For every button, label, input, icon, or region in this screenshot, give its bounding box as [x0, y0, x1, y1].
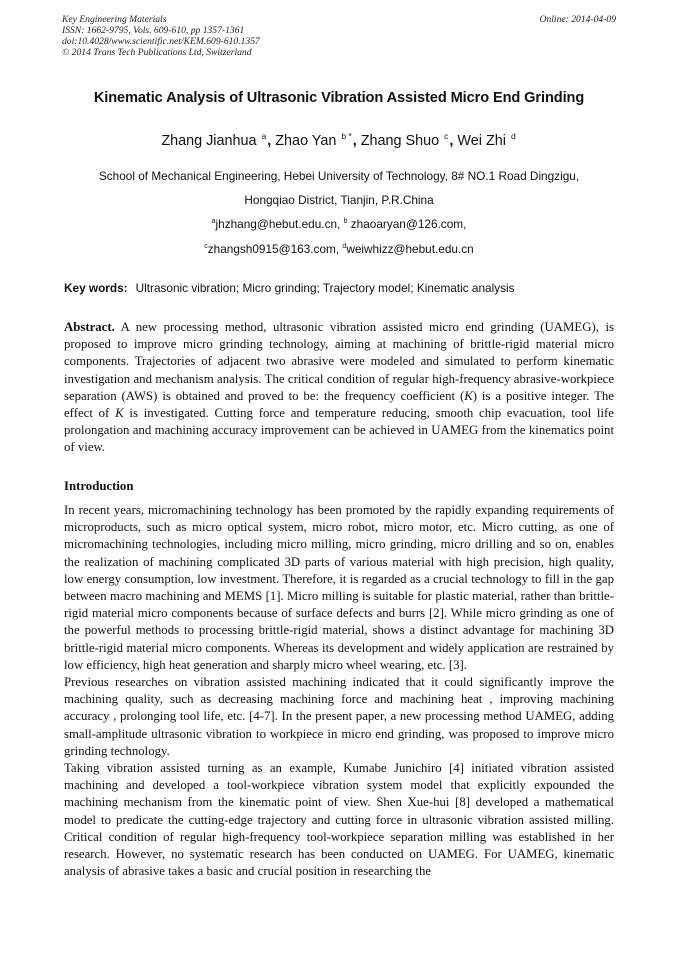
introduction-body [64, 502, 614, 880]
author-superscript: a [261, 131, 267, 141]
abstract-text: ) is a positive integer. The effect of [64, 388, 614, 421]
author-name: Zhang Jianhua [161, 133, 257, 149]
email-a[interactable]: jhzhang@hebut.edu.cn, [215, 217, 341, 231]
paragraph: Previous researches on vibration assisted machining indicated that it could significantly improve the machining quality, such as decreasing machining force and machining heat , improving machining accuracy , prolonging tool life, etc. [4-7]. In the present paper, a new processing method UAMEG, adding small-amplitude ultrasonic vibration to workpiece in micro end grinding, was proposed to improve micro grinding technology. [64, 675, 614, 758]
email-line-2 [40, 242, 638, 256]
email-line-1 [40, 217, 638, 231]
abstract [64, 319, 614, 457]
author-list: Zhang Jianhua $^a$, Zhao Yan $^{b *}$, Zhang Shuo $^c$, Wei Zhi $^d$ [161, 131, 516, 149]
affiliation-line-2: Hongqiao District, Tianjin, P.R.China [244, 193, 434, 207]
author-superscript: d [510, 131, 516, 141]
keywords-text: Ultrasonic vibration; Micro grinding; Trajectory model; Kinematic analysis [135, 281, 515, 295]
author-name: Wei Zhi [457, 133, 506, 149]
publication-header [62, 14, 616, 58]
email-superscript: a [211, 218, 216, 225]
email-c[interactable]: zhangsh0915@163.com, [207, 242, 340, 256]
paper-title: Kinematic Analysis of Ultrasonic Vibration Assisted Micro End Grinding [93, 90, 585, 106]
author-name: Zhao Yan [275, 133, 337, 149]
variable-k: K [464, 388, 473, 403]
abstract-label: Abstract. [64, 320, 115, 334]
paragraph: Taking vibration assisted turning as an example, Kumabe Junichiro [4] initiated vibration assisted machining and developed a tool-workpiece vibration system model that explicitly expounded the machining mechanism from the kinematic point of view. Shen Xue-hui [8] developed a mathematical model to predicate the cutting-edge trajectory and cutting force in ultrasonic vibration assisted milling. Critical condition of regular high-frequency tool-workpiece separation milling was established in her research. However, no systematic research has been conducted on UAMEG. For UAMEG, kinematic analysis of abrasive takes a basic and crucial position in researching the [64, 761, 614, 879]
email-superscript: b [343, 218, 348, 225]
copyright-line: © 2014 Trans Tech Publications Ltd, Switzerland [62, 47, 252, 58]
paragraph: In recent years, micromachining technology has been promoted by the rapidly expanding requirements of microproducts, such as micro optical system, micro robot, micro motor, etc. Micro cutting, as one of micromachining technologies, including micro milling, micro grinding, micro drilling and so on, enables the realization of machining complicated 3D parts of various material with high precision, high quality, low energy consumption, low investment. Therefore, it is regarded as a crucial technology to fill in the gap between macro machining and MEMS [1]. Micro milling is suitable for plastic material, rather than brittle-rigid material micro components because of surface defects and burrs [2]. While micro grinding as one of the powerful methods to processing brittle-rigid material, shows a distinct advantage for machining 3D brittle-rigid material micro components. Whereas its development and widely application are restrained by low efficiency, high heat generation and sharply micro wheel wearing, etc. [3]. [64, 503, 614, 672]
author-superscript: c [444, 131, 449, 141]
journal-name: Key Engineering Materials [62, 14, 167, 25]
email-superscript: d [342, 243, 347, 250]
variable-k: K [115, 406, 124, 421]
author-superscript: b * [341, 131, 352, 141]
author-name: Zhang Shuo [360, 133, 440, 149]
keywords [64, 281, 624, 295]
abstract-text: is investigated. Cutting force and temperature reducing, smooth chip evacuation, tool life prolongation and machining accuracy improvement can be achieved in UAMEG from the kinematics point of view. [64, 406, 614, 455]
email-b[interactable]: zhaoaryan@126.com, [350, 217, 467, 231]
affiliation-line-1: School of Mechanical Engineering, Hebei University of Technology, 8# NO.1 Road Dingzigu, [98, 169, 580, 183]
online-date: Online: 2014-04-09 [539, 14, 616, 25]
doi-line: doi:10.4028/www.scientific.net/KEM.609-610.1357 [62, 36, 260, 47]
issn-line: ISSN: 1662-9795, Vols. 609-610, pp 1357-1361 [62, 25, 245, 36]
abstract-text: A new processing method, ultrasonic vibration assisted micro end grinding (UAMEG), is proposed to improve micro grinding technology, aiming at machining of brittle-rigid material micro components. Trajectories of adjacent two abrasive were modeled and simulated to perform kinematic investigation and mechanism analysis. The critical condition of regular high-frequency abrasive-workpiece separation (AWS) is obtained and proved to be: the frequency coefficient ( [64, 320, 614, 403]
email-superscript: c [204, 243, 208, 250]
email-d[interactable]: weiwhizz@hebut.edu.cn [346, 242, 474, 256]
keywords-label: Key words: [64, 281, 128, 295]
section-heading-introduction: Introduction [64, 479, 134, 493]
